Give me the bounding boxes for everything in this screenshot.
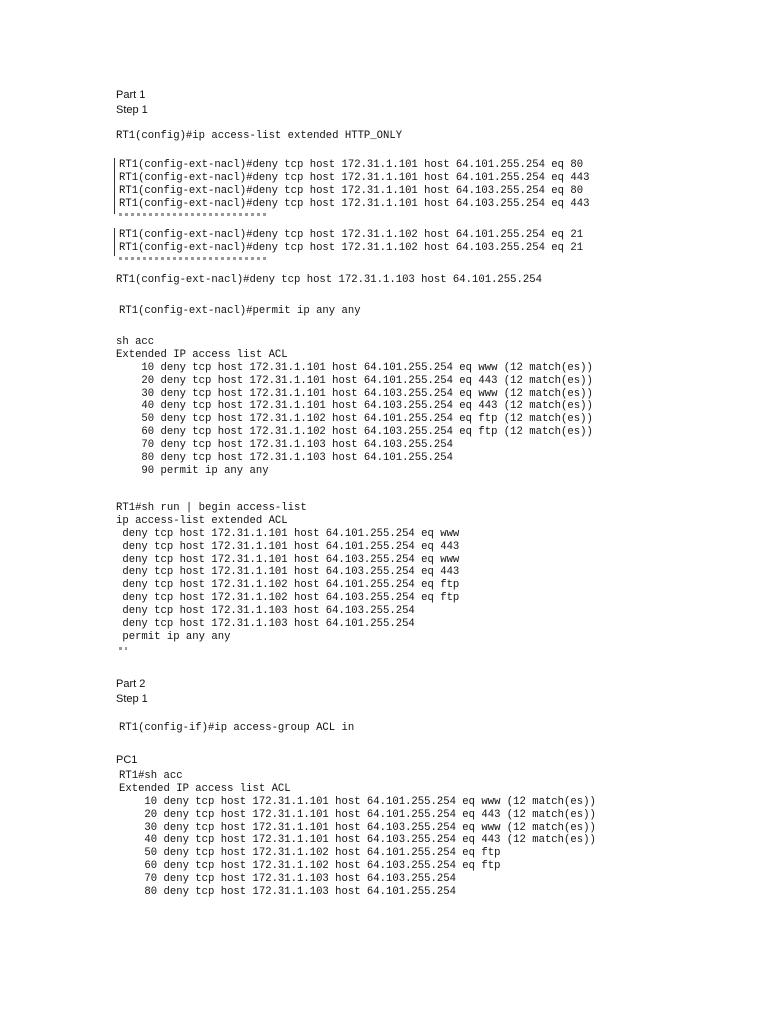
- code-line: deny tcp host 172.31.1.101 host 64.103.255.254 eq 443: [116, 566, 460, 579]
- code-line: RT1(config-ext-nacl)#deny tcp host 172.31.1.101 host 64.103.255.254 eq 80: [119, 184, 584, 197]
- code-line: Extended IP access list ACL: [116, 348, 288, 361]
- code-line: 40 deny tcp host 172.31.1.101 host 64.103.255.254 eq 443 (12 match(es)): [116, 400, 593, 413]
- code-line: RT1(config-ext-nacl)#deny tcp host 172.31.1.101 host 64.101.255.254 eq 443: [119, 171, 590, 184]
- code-line: Extended IP access list ACL: [119, 782, 291, 795]
- code-line: 10 deny tcp host 172.31.1.101 host 64.101.255.254 eq www (12 match(es)): [116, 361, 593, 374]
- code-line: 70 deny tcp host 172.31.1.103 host 64.103.255.254: [116, 439, 453, 452]
- code-line: deny tcp host 172.31.1.103 host 64.101.255.254: [116, 618, 415, 631]
- cmd-access-group: RT1(config-if)#ip access-group ACL in: [119, 722, 355, 734]
- code-line: 60 deny tcp host 172.31.1.102 host 64.103.255.254 eq ftp (12 match(es)): [116, 426, 593, 439]
- part2-heading: Part 2: [116, 678, 146, 690]
- cmd-create-acl: RT1(config)#ip access-list extended HTTP_ONLY: [116, 130, 403, 142]
- sh-acc-output-part1: [116, 336, 593, 478]
- cmd-deny-host-103: RT1(config-ext-nacl)#deny tcp host 172.31.1.103 host 64.101.255.254: [116, 274, 542, 286]
- code-line: deny tcp host 172.31.1.102 host 64.103.255.254 eq ftp: [116, 592, 460, 605]
- code-line: RT1(config-ext-nacl)#deny tcp host 172.31.1.101 host 64.103.255.254 eq 443: [119, 197, 590, 210]
- code-line: 90 permit ip any any: [116, 464, 269, 477]
- sh-acc-output-part2: [119, 770, 596, 899]
- code-line: deny tcp host 172.31.1.102 host 64.101.255.254 eq ftp: [116, 579, 460, 592]
- code-line: 50 deny tcp host 172.31.1.102 host 64.101.255.254 eq ftp: [119, 847, 501, 860]
- part1-step-heading: Step 1: [116, 104, 148, 116]
- code-line: 20 deny tcp host 172.31.1.101 host 64.101.255.254 eq 443 (12 match(es)): [116, 374, 593, 387]
- cropped-line-fragment: [119, 647, 127, 650]
- deny-block-host-102: [119, 229, 583, 255]
- pc1-heading: PC1: [116, 754, 138, 766]
- code-line: 50 deny tcp host 172.31.1.102 host 64.101.255.254 eq ftp (12 match(es)): [116, 413, 593, 426]
- code-line: deny tcp host 172.31.1.101 host 64.101.255.254 eq 443: [116, 540, 460, 553]
- screenshot-border: [114, 228, 115, 256]
- code-line: 80 deny tcp host 172.31.1.103 host 64.101.255.254: [119, 886, 456, 899]
- code-line: 30 deny tcp host 172.31.1.101 host 64.103.255.254 eq www (12 match(es)): [116, 387, 593, 400]
- code-line: 80 deny tcp host 172.31.1.103 host 64.101.255.254: [116, 452, 453, 465]
- code-line: 10 deny tcp host 172.31.1.101 host 64.101.255.254 eq www (12 match(es)): [119, 795, 596, 808]
- part1-heading: Part 1: [116, 89, 146, 101]
- cropped-line-fragment: [119, 213, 269, 216]
- code-line: permit ip any any: [116, 630, 231, 643]
- cmd-permit-any: RT1(config-ext-nacl)#permit ip any any: [119, 305, 361, 317]
- code-line: 40 deny tcp host 172.31.1.101 host 64.103.255.254 eq 443 (12 match(es)): [119, 834, 596, 847]
- code-line: RT1(config-ext-nacl)#deny tcp host 172.31.1.102 host 64.101.255.254 eq 21: [119, 229, 584, 241]
- code-line: RT1(config-ext-nacl)#deny tcp host 172.31.1.101 host 64.101.255.254 eq 80: [119, 159, 584, 171]
- code-line: sh acc: [116, 336, 155, 348]
- cropped-line-fragment: [119, 257, 269, 260]
- code-line: ip access-list extended ACL: [116, 514, 288, 527]
- code-line: deny tcp host 172.31.1.101 host 64.101.255.254 eq www: [116, 527, 460, 540]
- part2-step-heading: Step 1: [116, 693, 148, 705]
- code-line: deny tcp host 172.31.1.103 host 64.103.255.254: [116, 605, 415, 618]
- code-line: RT1#sh acc: [119, 770, 183, 782]
- code-line: 60 deny tcp host 172.31.1.102 host 64.103.255.254 eq ftp: [119, 860, 501, 873]
- code-line: RT1(config-ext-nacl)#deny tcp host 172.31.1.102 host 64.103.255.254 eq 21: [119, 241, 584, 254]
- code-line: 30 deny tcp host 172.31.1.101 host 64.103.255.254 eq www (12 match(es)): [119, 821, 596, 834]
- code-line: deny tcp host 172.31.1.101 host 64.103.255.254 eq www: [116, 553, 460, 566]
- sh-run-output: [116, 502, 459, 644]
- code-line: 20 deny tcp host 172.31.1.101 host 64.101.255.254 eq 443 (12 match(es)): [119, 808, 596, 821]
- code-line: 70 deny tcp host 172.31.1.103 host 64.103.255.254: [119, 873, 456, 886]
- deny-block-host-101: [119, 159, 589, 211]
- code-line: RT1#sh run | begin access-list: [116, 502, 307, 514]
- screenshot-border: [114, 158, 115, 214]
